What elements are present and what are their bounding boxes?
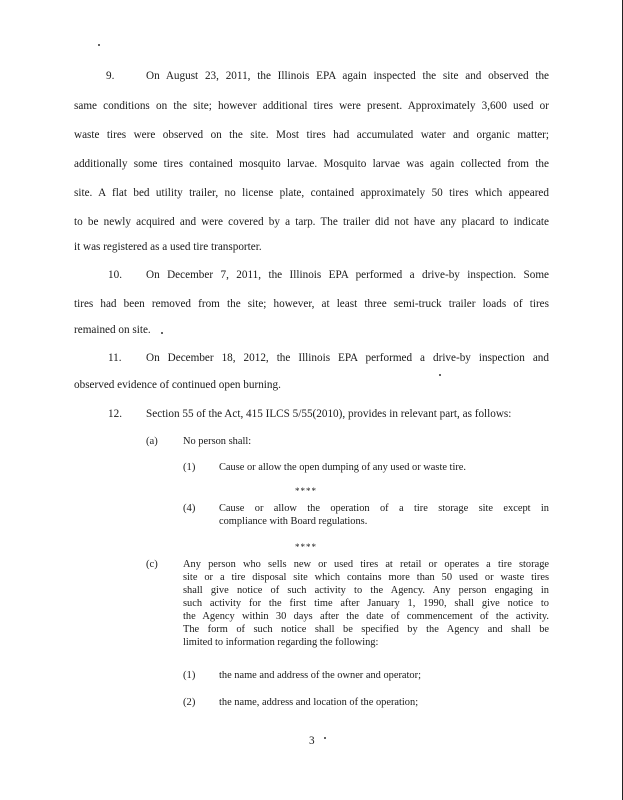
omission-stars-1: **** [295, 486, 317, 496]
statute-a-text: No person shall: [183, 436, 252, 447]
paragraph-10-line-2: tires had been removed from the site; however, at least three semi-truck trailer loads of tires [74, 298, 549, 310]
paragraph-9-line-6: to be newly acquired and were covered by a tarp. The trailer did not have any placard to indicate [74, 216, 549, 228]
page-number: 3 [309, 735, 315, 747]
paragraph-11-line-2: observed evidence of continued open burning. [74, 379, 281, 391]
statute-c-line-3: shall give notice of such activity to the Agency. Any person engaging in [183, 585, 549, 596]
statute-c1-label: (1) [183, 670, 196, 681]
statute-a1-text: Cause or allow the open dumping of any used or waste tire. [219, 462, 467, 473]
paragraph-9-line-3: waste tires were observed on the site. Most tires had accumulated water and organic matter; [74, 129, 549, 141]
scan-speck [324, 737, 326, 739]
paragraph-11-number: 11. [108, 352, 122, 364]
paragraph-9-line-5: site. A flat bed utility trailer, no license plate, contained approximately 50 tires which appeared [74, 187, 549, 199]
paragraph-10-number: 10. [108, 269, 122, 281]
paragraph-10-line-3: remained on site. [74, 324, 151, 336]
statute-c-line-7: limited to information regarding the following: [183, 637, 379, 648]
scan-speck [98, 44, 100, 46]
statute-c1-text: the name and address of the owner and operator; [219, 670, 421, 681]
paragraph-9-line-1: On August 23, 2011, the Illinois EPA again inspected the site and observed the [146, 70, 549, 82]
paragraph-9-line-7: it was registered as a used tire transporter. [74, 241, 262, 253]
paragraph-11-line-1: On December 18, 2012, the Illinois EPA performed a drive-by inspection and [146, 352, 549, 364]
scan-speck [439, 374, 441, 376]
statute-a4-line-1: Cause or allow the operation of a tire storage site except in [219, 503, 549, 514]
statute-a-label: (a) [146, 436, 158, 447]
statute-c2-text: the name, address and location of the operation; [219, 697, 419, 708]
statute-a4-label: (4) [183, 503, 196, 514]
paragraph-9-number: 9. [106, 70, 115, 82]
statute-c-line-5: the Agency within 30 days after the date of commencement of the activity. [183, 611, 549, 622]
paragraph-12-number: 12. [108, 408, 122, 420]
statute-c-line-6: The form of such notice shall be specified by the Agency and shall be [183, 624, 549, 635]
statute-c-label: (c) [146, 559, 158, 570]
statute-c2-label: (2) [183, 697, 196, 708]
statute-c-line-1: Any person who sells new or used tires at retail or operates a tire storage [183, 559, 549, 570]
statute-c-line-2: site or a tire disposal site which contains more than 50 used or waste tires [183, 572, 549, 583]
omission-stars-2: **** [295, 542, 317, 552]
paragraph-9-line-4: additionally some tires contained mosquito larvae. Mosquito larvae was again collected from the [74, 158, 549, 170]
statute-a1-label: (1) [183, 462, 196, 473]
paragraph-10-line-1: On December 7, 2011, the Illinois EPA performed a drive-by inspection. Some [146, 269, 549, 281]
statute-c-line-4: such activity for the first time after January 1, 1990, shall give notice to [183, 598, 549, 609]
paragraph-12-line-1: Section 55 of the Act, 415 ILCS 5/55(2010), provides in relevant part, as follows: [146, 408, 512, 420]
scan-speck [161, 332, 163, 334]
paragraph-9-line-2: same conditions on the site; however additional tires were present. Approximately 3,600 used or [74, 100, 549, 112]
statute-a4-line-2: compliance with Board regulations. [219, 516, 368, 527]
